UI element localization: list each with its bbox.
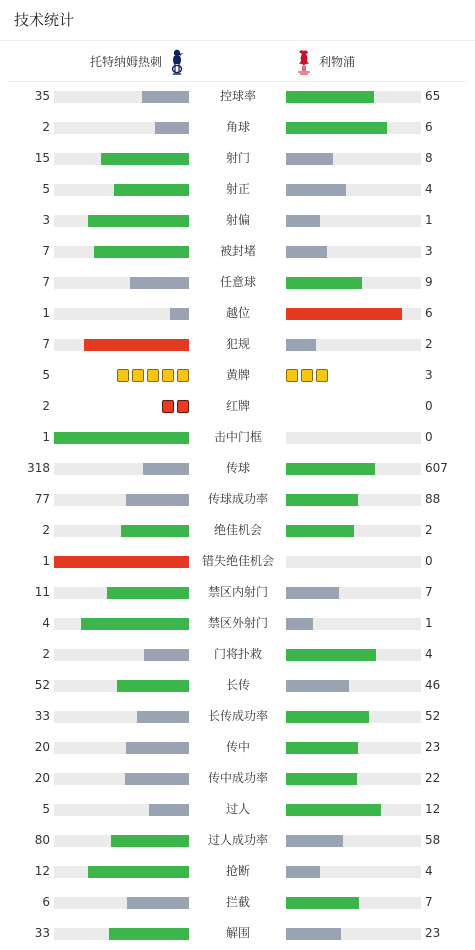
- away-stat-bar: [286, 91, 421, 103]
- away-stat-value: 607: [425, 461, 448, 475]
- home-stat-value: 12: [34, 864, 50, 878]
- away-stat-bar: [286, 835, 421, 847]
- home-stat-value: 11: [34, 585, 50, 599]
- away-stat-bar: [286, 897, 421, 909]
- home-stat-value: 20: [34, 771, 50, 785]
- home-stat-value: 2: [42, 120, 50, 134]
- away-stat-value: 6: [425, 120, 433, 134]
- home-stat-value: 7: [42, 275, 50, 289]
- away-stat-bar-fill: [286, 649, 376, 661]
- home-stat-bar: [54, 339, 189, 351]
- stat-label: 过人成功率: [207, 833, 268, 847]
- home-stat-value: 1: [42, 554, 50, 568]
- away-stat-bar-fill: [286, 339, 316, 351]
- away-stat-bar: [286, 494, 421, 506]
- home-stat-bar: [54, 711, 189, 723]
- away-stat-bar: [286, 184, 421, 196]
- stat-label: 过人: [225, 802, 250, 816]
- home-stat-value: 77: [34, 492, 50, 506]
- stat-label: 传球成功率: [207, 492, 268, 506]
- home-cards: [117, 369, 189, 382]
- away-stat-value: 6: [425, 306, 433, 320]
- stat-label: 绝佳机会: [213, 523, 262, 537]
- home-stat-value: 33: [34, 926, 50, 940]
- home-stat-bar-fill: [81, 618, 189, 630]
- home-stat-value: 15: [34, 151, 50, 165]
- home-stat-bar: [54, 773, 189, 785]
- home-stat-bar: [54, 804, 189, 816]
- stat-label: 门将扑救: [213, 647, 262, 661]
- home-stat-value: 80: [34, 833, 50, 847]
- away-stat-bar-fill: [286, 463, 375, 475]
- away-stat-bar-fill: [286, 308, 402, 320]
- away-stat-bar-fill: [286, 773, 357, 785]
- yellow-card-icon: [147, 369, 159, 382]
- stat-row: [0, 453, 475, 484]
- stat-row: [0, 391, 475, 422]
- away-stat-value: 4: [425, 864, 433, 878]
- home-stat-bar: [54, 587, 189, 599]
- red-card-icon: [177, 400, 189, 413]
- stat-label: 长传: [225, 678, 250, 692]
- away-stat-bar-fill: [286, 928, 341, 940]
- stat-row: [0, 577, 475, 608]
- home-stat-bar-fill: [170, 308, 189, 320]
- stat-label: 犯规: [225, 337, 250, 351]
- away-stat-value: 1: [425, 616, 433, 630]
- yellow-card-icon: [301, 369, 313, 382]
- stat-row: [0, 670, 475, 701]
- stat-label: 角球: [225, 120, 250, 134]
- stat-label: 控球率: [219, 89, 256, 103]
- away-stat-bar: [286, 339, 421, 351]
- title-divider: [0, 40, 475, 41]
- home-stat-bar: [54, 897, 189, 909]
- home-stat-value: 2: [42, 647, 50, 661]
- away-stat-bar-fill: [286, 91, 374, 103]
- home-stat-bar: [54, 246, 189, 258]
- liverpool-liverbird-icon[interactable]: [295, 49, 313, 79]
- away-stat-bar-fill: [286, 525, 354, 537]
- stat-row: [0, 112, 475, 143]
- away-stat-value: 8: [425, 151, 433, 165]
- home-stat-bar-fill: [84, 339, 189, 351]
- away-stat-bar: [286, 122, 421, 134]
- away-stat-bar-fill: [286, 153, 333, 165]
- away-stat-bar-fill: [286, 122, 387, 134]
- away-stat-bar-fill: [286, 246, 327, 258]
- away-stat-value: 7: [425, 895, 433, 909]
- home-stat-value: 5: [42, 802, 50, 816]
- home-stat-bar: [54, 649, 189, 661]
- stat-label: 长传成功率: [207, 709, 268, 723]
- stat-label: 被封堵: [219, 244, 256, 258]
- home-stat-bar-fill: [54, 556, 189, 568]
- away-team-name[interactable]: 利物浦: [319, 55, 356, 69]
- away-stat-value: 9: [425, 275, 433, 289]
- yellow-card-icon: [177, 369, 189, 382]
- away-stat-bar-fill: [286, 866, 320, 878]
- away-stat-value: 7: [425, 585, 433, 599]
- away-stat-bar: [286, 773, 421, 785]
- away-stat-value: 88: [425, 492, 441, 506]
- stat-label: 红牌: [225, 399, 250, 413]
- away-stat-value: 52: [425, 709, 441, 723]
- home-stat-value: 4: [42, 616, 50, 630]
- home-stat-bar-fill: [143, 463, 189, 475]
- tottenham-cockerel-icon[interactable]: [168, 48, 186, 80]
- home-stat-bar-fill: [114, 184, 189, 196]
- red-card-icon: [162, 400, 174, 413]
- home-stat-bar-fill: [142, 91, 189, 103]
- away-stat-bar-fill: [286, 184, 346, 196]
- away-stat-value: 2: [425, 337, 433, 351]
- away-stat-value: 22: [425, 771, 441, 785]
- away-stat-value: 46: [425, 678, 441, 692]
- stat-row: [0, 763, 475, 794]
- away-stat-bar: [286, 463, 421, 475]
- yellow-card-icon: [132, 369, 144, 382]
- home-stat-value: 52: [34, 678, 50, 692]
- home-stat-bar: [54, 308, 189, 320]
- yellow-card-icon: [316, 369, 328, 382]
- home-stat-bar-fill: [117, 680, 189, 692]
- home-stat-value: 20: [34, 740, 50, 754]
- home-stat-value: 1: [42, 430, 50, 444]
- away-stat-bar-fill: [286, 618, 313, 630]
- stat-row: [0, 236, 475, 267]
- stat-row: [0, 856, 475, 887]
- away-stat-bar: [286, 215, 421, 227]
- stat-label: 禁区内射门: [207, 585, 268, 599]
- home-stat-bar-fill: [111, 835, 189, 847]
- away-stat-bar-fill: [286, 742, 358, 754]
- home-stat-bar-fill: [149, 804, 189, 816]
- home-stat-bar: [54, 463, 189, 475]
- home-stat-bar-fill: [121, 525, 189, 537]
- home-stat-bar-fill: [137, 711, 189, 723]
- home-stat-bar: [54, 525, 189, 537]
- home-stat-bar-fill: [125, 773, 189, 785]
- stat-row: [0, 298, 475, 329]
- stat-label: 错失绝佳机会: [201, 554, 274, 568]
- home-stat-bar-fill: [144, 649, 189, 661]
- home-stat-bar: [54, 122, 189, 134]
- home-stat-bar: [54, 91, 189, 103]
- home-stat-bar: [54, 184, 189, 196]
- away-stat-bar: [286, 866, 421, 878]
- stat-label: 传球: [225, 461, 250, 475]
- away-stat-bar: [286, 587, 421, 599]
- home-stat-bar-fill: [126, 742, 189, 754]
- stat-label: 禁区外射门: [207, 616, 268, 630]
- home-stat-bar-fill: [155, 122, 189, 134]
- home-stat-value: 5: [42, 182, 50, 196]
- away-stat-value: 4: [425, 647, 433, 661]
- home-stat-bar-fill: [127, 897, 189, 909]
- away-stat-value: 4: [425, 182, 433, 196]
- stat-row: [0, 701, 475, 732]
- away-stat-value: 58: [425, 833, 441, 847]
- stats-list: [0, 81, 475, 949]
- away-stat-value: 1: [425, 213, 433, 227]
- away-stat-bar-fill: [286, 897, 359, 909]
- away-stat-bar-fill: [286, 804, 381, 816]
- yellow-card-icon: [286, 369, 298, 382]
- stat-row: [0, 732, 475, 763]
- home-stat-bar-fill: [130, 277, 189, 289]
- home-stat-bar: [54, 215, 189, 227]
- stat-row: [0, 825, 475, 856]
- home-stat-bar-fill: [107, 587, 189, 599]
- home-stat-value: 35: [34, 89, 50, 103]
- home-stat-bar: [54, 618, 189, 630]
- stat-label: 任意球: [219, 275, 256, 289]
- stat-row: [0, 422, 475, 453]
- away-stat-bar-fill: [286, 494, 358, 506]
- home-stat-value: 1: [42, 306, 50, 320]
- away-stat-bar: [286, 711, 421, 723]
- home-stat-bar-fill: [94, 246, 189, 258]
- yellow-card-icon: [117, 369, 129, 382]
- home-stat-bar-fill: [88, 866, 189, 878]
- home-stat-bar: [54, 494, 189, 506]
- page-title: 技术统计: [14, 11, 75, 29]
- stat-label: 射正: [225, 182, 250, 196]
- away-stat-bar-fill: [286, 835, 343, 847]
- away-stat-bar-fill: [286, 215, 320, 227]
- home-stat-value: 7: [42, 244, 50, 258]
- away-stat-value: 12: [425, 802, 441, 816]
- stat-label: 射偏: [225, 213, 250, 227]
- stat-row: [0, 546, 475, 577]
- away-stat-bar: [286, 556, 421, 568]
- away-stat-bar: [286, 432, 421, 444]
- stat-row: [0, 794, 475, 825]
- away-stat-bar: [286, 246, 421, 258]
- yellow-card-icon: [162, 369, 174, 382]
- home-stat-bar-fill: [54, 432, 189, 444]
- home-stat-value: 3: [42, 213, 50, 227]
- home-stat-value: 5: [42, 368, 50, 382]
- stat-row: [0, 608, 475, 639]
- stat-label: 传中成功率: [207, 771, 268, 785]
- stat-row: [0, 515, 475, 546]
- team-header: [0, 45, 475, 79]
- stat-row: [0, 329, 475, 360]
- away-stat-bar-fill: [286, 277, 362, 289]
- home-stat-value: 33: [34, 709, 50, 723]
- stat-row: [0, 81, 475, 112]
- away-stat-bar-fill: [286, 711, 369, 723]
- home-stat-bar: [54, 153, 189, 165]
- away-stat-bar: [286, 308, 421, 320]
- away-stat-bar: [286, 153, 421, 165]
- home-stat-bar: [54, 680, 189, 692]
- away-stat-value: 2: [425, 523, 433, 537]
- stat-row: [0, 639, 475, 670]
- away-stat-bar: [286, 649, 421, 661]
- away-stat-bar: [286, 525, 421, 537]
- home-cards: [162, 400, 189, 413]
- stat-row: [0, 205, 475, 236]
- home-stat-value: 7: [42, 337, 50, 351]
- stat-row: [0, 174, 475, 205]
- stat-label: 黄牌: [225, 368, 250, 382]
- away-stat-value: 0: [425, 554, 433, 568]
- away-stat-value: 23: [425, 740, 441, 754]
- home-stat-bar: [54, 866, 189, 878]
- away-stat-bar: [286, 680, 421, 692]
- stat-label: 击中门框: [213, 430, 262, 444]
- away-stat-value: 23: [425, 926, 441, 940]
- home-stat-bar: [54, 556, 189, 568]
- away-stat-value: 0: [425, 399, 433, 413]
- away-stat-value: 3: [425, 368, 433, 382]
- away-stat-bar: [286, 804, 421, 816]
- home-stat-bar-fill: [101, 153, 189, 165]
- away-stat-bar: [286, 928, 421, 940]
- stat-row: [0, 484, 475, 515]
- away-stat-value: 0: [425, 430, 433, 444]
- home-stat-value: 318: [27, 461, 50, 475]
- away-cards: [286, 369, 328, 382]
- home-stat-value: 6: [42, 895, 50, 909]
- home-stat-value: 2: [42, 399, 50, 413]
- home-stat-bar: [54, 277, 189, 289]
- stat-row: [0, 143, 475, 174]
- away-stat-bar: [286, 742, 421, 754]
- home-stat-bar: [54, 835, 189, 847]
- home-stat-value: 2: [42, 523, 50, 537]
- home-team-name[interactable]: 托特纳姆热刺: [90, 55, 163, 69]
- home-stat-bar: [54, 928, 189, 940]
- away-stat-bar: [286, 277, 421, 289]
- stat-label: 拦截: [225, 895, 250, 909]
- home-stat-bar: [54, 742, 189, 754]
- stat-label: 越位: [225, 306, 250, 320]
- home-stat-bar: [54, 432, 189, 444]
- away-stat-value: 3: [425, 244, 433, 258]
- stat-label: 射门: [225, 151, 250, 165]
- away-stat-value: 65: [425, 89, 441, 103]
- stat-label: 解围: [225, 926, 250, 940]
- home-stat-bar-fill: [126, 494, 189, 506]
- stat-label: 传中: [225, 740, 250, 754]
- home-stat-bar-fill: [88, 215, 189, 227]
- away-stat-bar: [286, 618, 421, 630]
- away-stat-bar-fill: [286, 587, 339, 599]
- stat-row: [0, 918, 475, 949]
- stat-row: [0, 267, 475, 298]
- stat-row: [0, 360, 475, 391]
- stat-label: 抢断: [225, 864, 250, 878]
- away-stat-bar-fill: [286, 680, 349, 692]
- home-stat-bar-fill: [109, 928, 189, 940]
- stat-row: [0, 887, 475, 918]
